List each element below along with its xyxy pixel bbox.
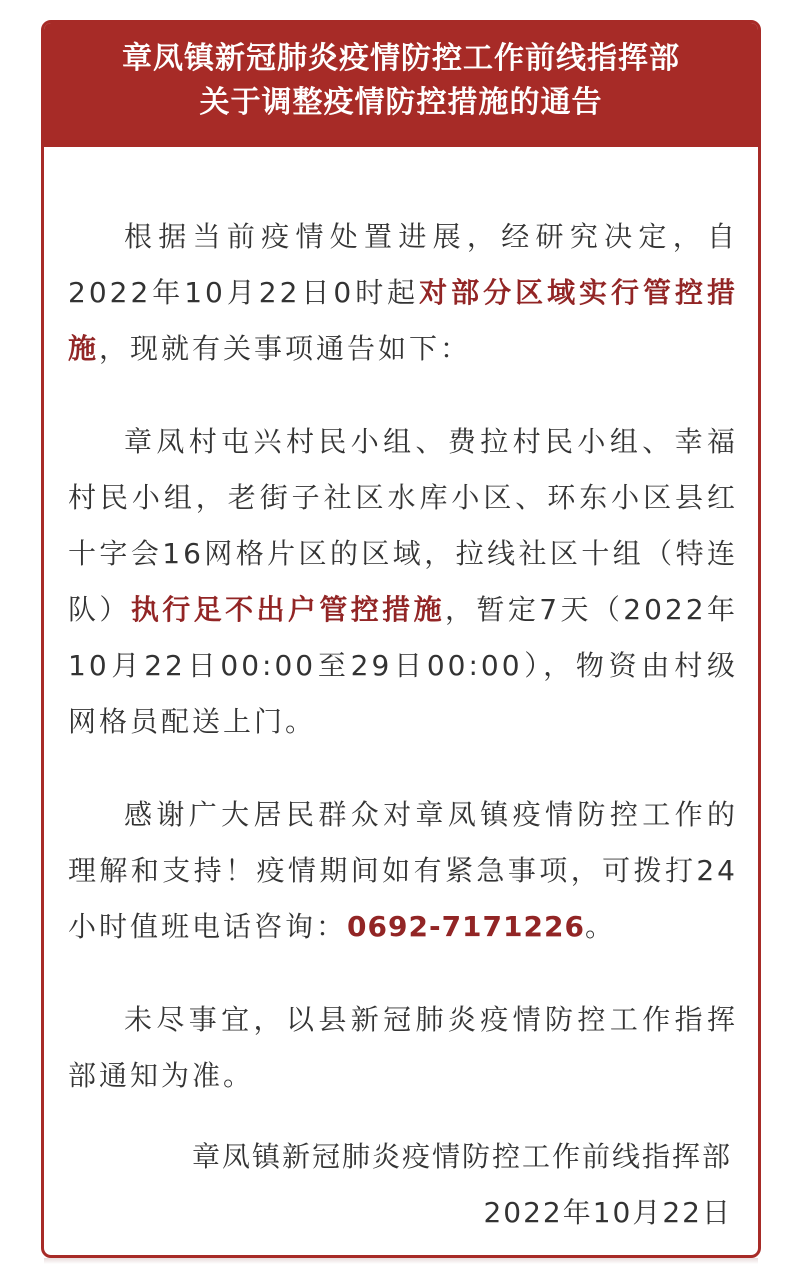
paragraph-text: ，暂定7天（2022年10月22日00:00至29日00:00），物资由村级网格员配送上门。 (68, 593, 738, 738)
hotline-phone-number: 0692-7171226 (347, 910, 585, 943)
notice-title-line-1: 章凤镇新冠肺炎疫情防控工作前线指挥部 (122, 41, 680, 76)
paragraph-text: 。 (584, 910, 616, 943)
paragraph-thanks (68, 787, 738, 955)
paragraph-text: 章凤村屯兴村民小组、费拉村民小组、幸福村民小组，老街子社区水库小区、环东小区县红十字会16网格片区的区域，拉线社区十组（特连队） (68, 425, 738, 626)
paragraph-text: 感谢广大居民群众对章凤镇疫情防控工作的理解和支持！疫情期间如有紧急事项，可拨打24小时值班电话咨询： (68, 798, 738, 943)
signature-block (192, 1129, 732, 1241)
paragraph-text: ，现就有关事项通告如下： (99, 332, 472, 365)
signature-organization: 章凤镇新冠肺炎疫情防控工作前线指挥部 (191, 1140, 732, 1173)
signature-date: 2022年10月22日 (483, 1196, 732, 1229)
notice-body (68, 209, 738, 1141)
highlight-control-measures: 对部分区域实行管控措施 (68, 276, 738, 365)
paragraph-areas (68, 414, 738, 750)
notice-frame (41, 20, 761, 1258)
frame-shadow (44, 1258, 758, 1264)
paragraph-closing (68, 992, 738, 1104)
paragraph-text: 未尽事宜，以县新冠肺炎疫情防控工作指挥部通知为准。 (68, 1003, 738, 1092)
highlight-stay-home-measures: 执行足不出户管控措施 (130, 593, 445, 626)
paragraph-decision (68, 209, 738, 377)
notice-title-line-2: 关于调整疫情防控措施的通告 (199, 85, 603, 120)
notice-title-banner (44, 23, 758, 147)
paragraph-text: 根据当前疫情处置进展，经研究决定，自2022年10月22日0时起 (68, 220, 738, 309)
